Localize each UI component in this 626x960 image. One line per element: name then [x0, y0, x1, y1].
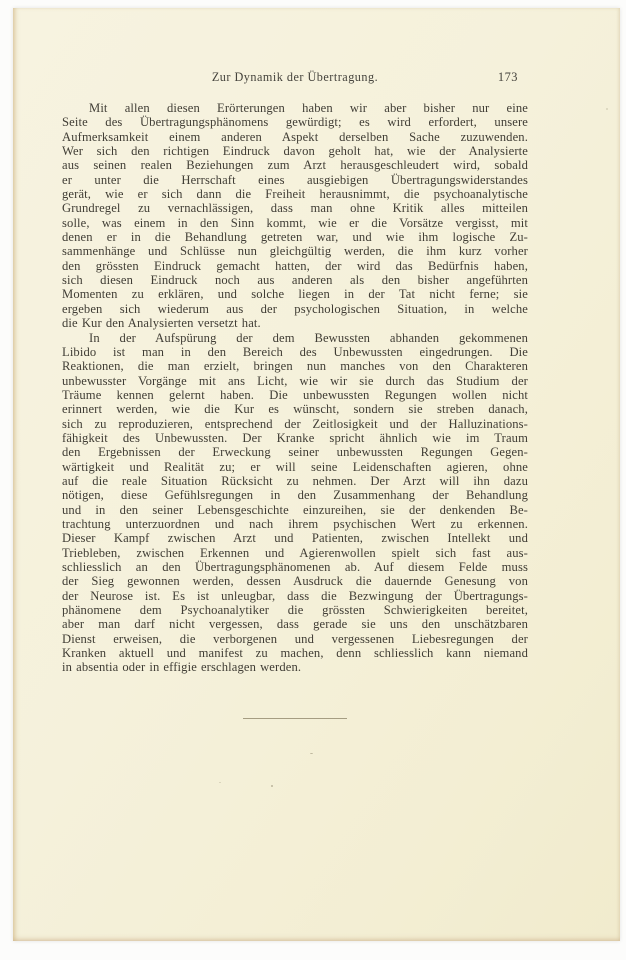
text-line: Wer sich den richtigen Eindruck davon geholt hat, wie der Analysierte	[62, 144, 528, 159]
text-line: solle, was einem in den Sinn kommt, wie er die Vorsätze vergisst, mit	[62, 215, 528, 230]
text-line: Reaktionen, die man erzielt, bringen nun manches von den Charakteren	[62, 359, 528, 374]
text-line: In der Aufspürung der dem Bewussten abhanden gekommenen	[89, 330, 528, 345]
text-line: Seite des Übertragungsphänomens gewürdigt; es wird erfordert, unsere	[62, 115, 528, 130]
page-number: 173	[497, 70, 518, 84]
text-block	[62, 101, 528, 675]
text-line: den grössten Eindruck gemacht hatten, der wird das Bedürfnis haben,	[62, 258, 528, 273]
running-title: Zur Dynamik der Übertragung.	[211, 70, 379, 84]
text-line: denen er in die Behandlung getreten war, und wie ihm logische Zu-	[62, 230, 528, 245]
text-line: erinnert werden, wie die Kur es wünscht, sondern sie streben danach,	[62, 402, 528, 417]
text-line: Dieser Kampf zwischen Arzt und Patienten, zwischen Intellekt und	[62, 531, 528, 546]
text-line: ergeben sich wiederum aus der psychologischen Situation, in welche	[62, 301, 528, 316]
book-page-scan	[13, 8, 620, 941]
text-line: trachtung unterzuordnen und nach ihrem psychischen Wert zu erkennen.	[62, 516, 528, 531]
text-line: nötigen, diese Gefühlsregungen in den Zusammenhang der Behandlung	[62, 488, 528, 503]
text-line: sammenhänge und Schlüsse nun gleichgültig werden, die ihm kurz vorher	[62, 244, 528, 259]
scan-speck	[271, 785, 273, 787]
text-line: auf die reale Situation Rücksicht zu nehmen. Der Arzt will ihn dazu	[62, 473, 528, 488]
text-line: wärtigkeit und Realität zu; er will seine Leidenschaften agieren, ohne	[62, 459, 528, 474]
text-line: Dienst erweisen, die verborgenen und vergessenen Liebesregungen der	[62, 631, 528, 646]
text-line: Träume kennen gelernt haben. Die unbewussten Regungen wollen nicht	[62, 387, 528, 402]
text-line: die Kur den Analysierten versetzt hat.	[62, 316, 261, 331]
text-line: aus seinen realen Beziehungen zum Arzt herausgeschleudert wird, sobald	[62, 158, 528, 173]
text-line: Triebleben, zwischen Erkennen und Agierenwollen spielt sich fast aus-	[62, 545, 528, 560]
text-line: Mit allen diesen Erörterungen haben wir aber bisher nur eine	[89, 101, 528, 115]
text-line: und in den seiner Lebensgeschichte einzureihen, sie der denkenden Be-	[62, 502, 528, 517]
paragraph	[62, 331, 528, 675]
scan-speck	[219, 782, 221, 783]
text-line: der Neurose ist. Es ist unleugbar, dass die Bezwingung der Übertragungs-	[62, 588, 528, 603]
text-line: Libido ist man in den Bereich des Unbewussten eingedrungen. Die	[62, 344, 528, 359]
page-header	[62, 70, 528, 86]
section-divider	[243, 718, 347, 719]
divider-row	[62, 718, 528, 719]
text-line: Grundregel zu vernachlässigen, dass man ohne Kritik alles mitteilen	[62, 201, 528, 216]
text-line: Kranken aktuell und manifest zu machen, denn schliesslich kann niemand	[62, 646, 528, 661]
text-line: in absentia oder in effigie erschlagen werden.	[62, 660, 302, 675]
text-line: der Sieg gewonnen werden, dessen Ausdruck die dauernde Genesung von	[62, 574, 528, 589]
text-line: unbewusster Vorgänge mit ans Licht, wie wir sie durch das Studium der	[62, 373, 528, 388]
paragraph	[62, 101, 528, 331]
text-line: sich zu reproduzieren, entsprechend der Zeitlosigkeit und der Halluzinations-	[62, 416, 528, 431]
scan-speck	[606, 108, 608, 110]
scan-speck	[310, 753, 313, 754]
text-line: Aufmerksamkeit einem anderen Aspekt derselben Sache zuzuwenden.	[62, 129, 528, 144]
text-line: er unter die Herrschaft eines ausgiebigen Übertragungswiderstandes	[62, 172, 528, 187]
text-line: Momenten zu erklären, und solche liegen in der Tat nicht ferne; sie	[62, 287, 528, 302]
text-line: aber man darf nicht vergessen, dass gerade sie uns den unschätzbaren	[62, 617, 528, 632]
text-line: sich diesen Eindruck noch aus anderen als den bisher angeführten	[62, 273, 528, 288]
text-line: phänomene dem Psychoanalytiker die grössten Schwierigkeiten bereitet,	[62, 603, 528, 618]
text-line: gerät, wie er sich dann die Freiheit herausnimmt, die psychoanalytische	[62, 187, 528, 202]
text-line: fähigkeit des Unbewussten. Der Kranke spricht ähnlich wie im Traum	[62, 430, 528, 445]
text-line: schliesslich an den Übertragungsphänomenen ab. Auf diesem Felde muss	[62, 560, 528, 574]
text-line: den Ergebnissen der Erweckung seiner unbewussten Regungen Gegen-	[62, 445, 528, 460]
